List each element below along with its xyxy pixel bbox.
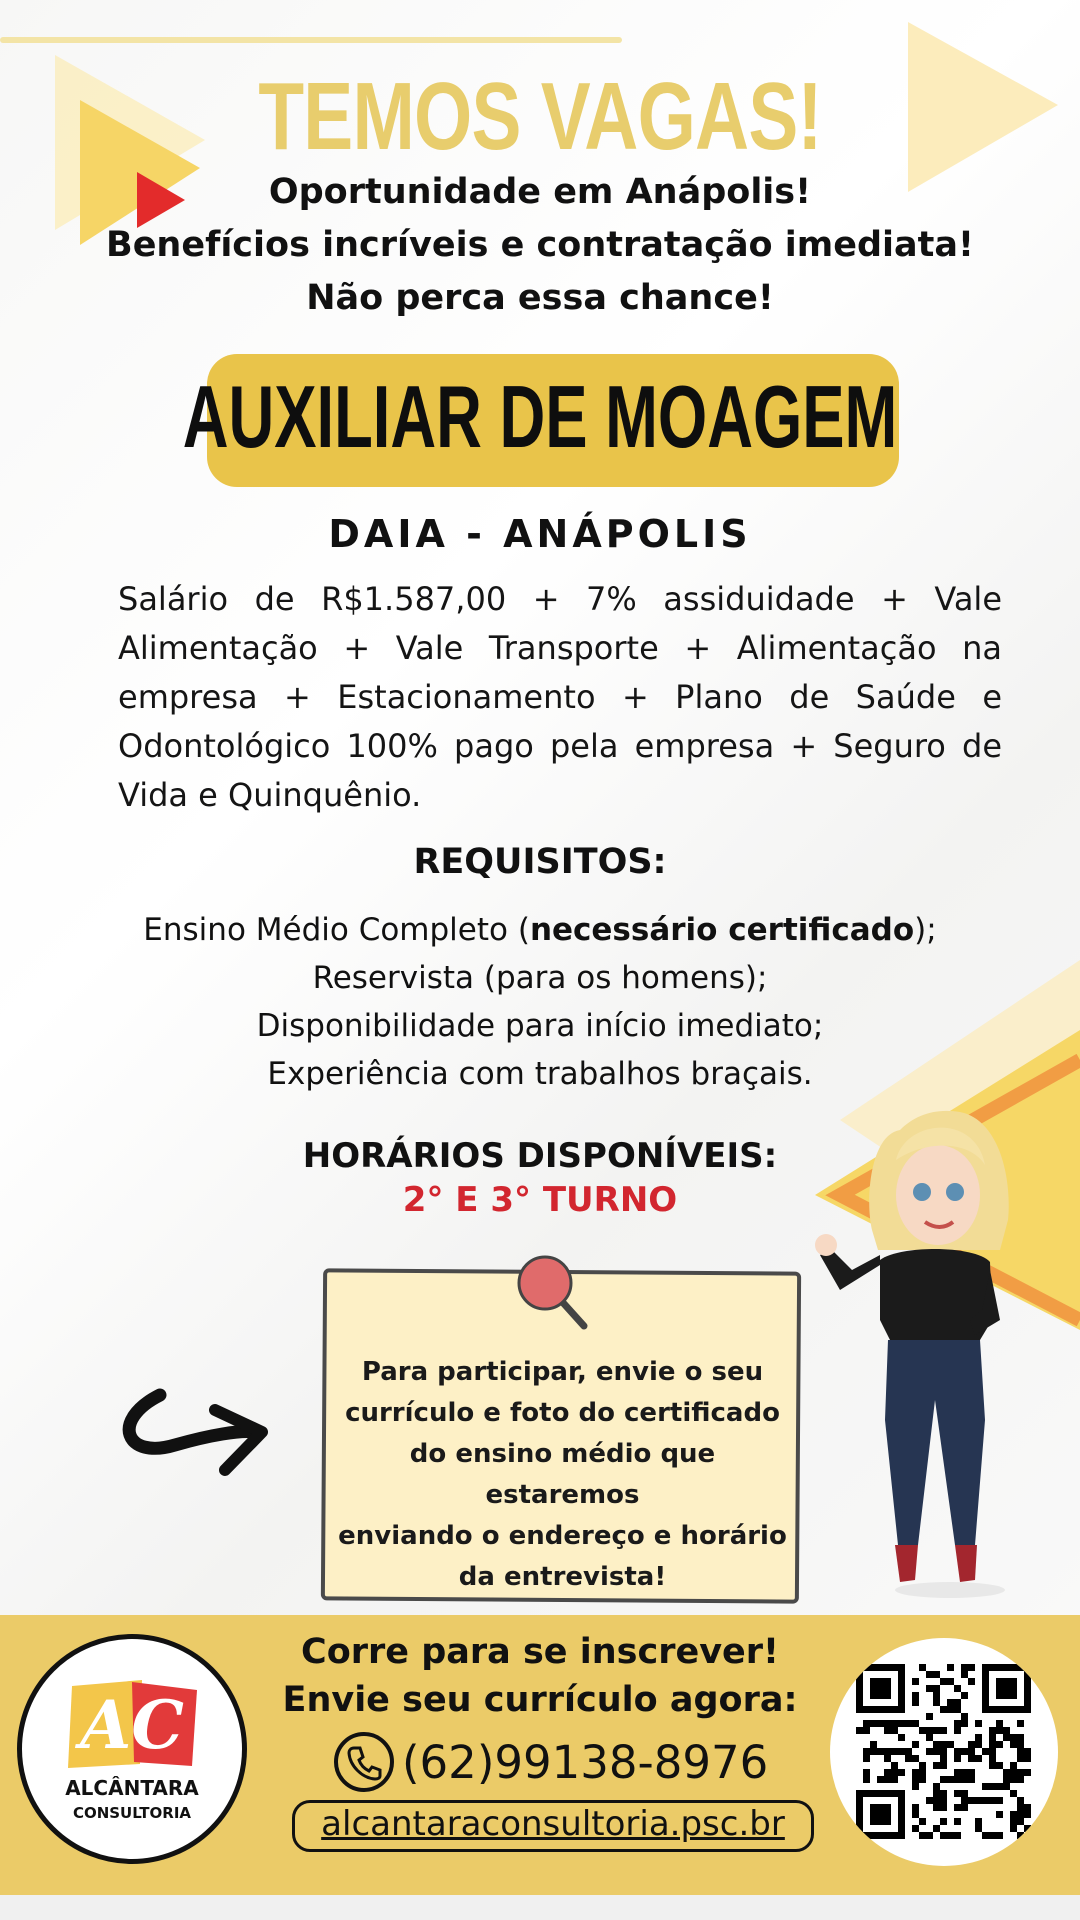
job-benefits: Salário de R$1.587,00 + 7% assiduidade + Vale Alimentação + Vale Transporte + Alimentação na empresa + Estacionamento + Plano de Saúde e Odontológico 100% pago pela empresa + Seguro de Vida e Quinquênio. bbox=[118, 580, 1002, 814]
qr-code-pattern bbox=[830, 1638, 1058, 1866]
hours-title: HORÁRIOS DISPONÍVEIS: bbox=[302, 1136, 778, 1176]
requirement-item: Ensino Médio Completo (necessário certificado); bbox=[143, 912, 937, 948]
cta-line-2: Envie seu currículo agora: bbox=[282, 1680, 798, 1720]
requirement-item: Experiência com trabalhos braçais. bbox=[267, 1056, 813, 1092]
cta-line-1: Corre para se inscrever! bbox=[301, 1632, 779, 1672]
footer-bottom-strip bbox=[0, 1895, 1080, 1920]
requirement-item: Reservista (para os homens); bbox=[312, 960, 768, 996]
logo-subtitle: CONSULTORIA bbox=[72, 1804, 192, 1822]
phone-number[interactable]: (62)99138-8976 bbox=[402, 1736, 769, 1789]
subtitle-line-2: Benefícios incríveis e contratação imediata! bbox=[106, 225, 974, 265]
requirement-item: Disponibilidade para início imediato; bbox=[256, 1008, 824, 1044]
instruction-text: Para participar, envie o seu currículo e foto do certificado do ensino médio que estaremos enviando o endereço e horário da entrevista! bbox=[338, 1357, 787, 1592]
logo-name: ALCÂNTARA bbox=[65, 1776, 199, 1800]
job-title: AUXILIAR DE MOAGEM bbox=[182, 367, 898, 466]
subtitle-line-3: Não perca essa chance! bbox=[306, 278, 774, 318]
pin-icon bbox=[510, 1248, 600, 1338]
qr-code[interactable] bbox=[830, 1638, 1058, 1866]
logo-puzzle-icon bbox=[62, 1676, 202, 1776]
requirements-list bbox=[0, 906, 1080, 1098]
requirements-title: REQUISITOS: bbox=[413, 842, 667, 882]
phone-icon bbox=[334, 1732, 394, 1792]
svg-text:AC: AC bbox=[80, 1686, 184, 1764]
page-title: TEMOS VAGAS! bbox=[258, 63, 822, 170]
subtitle-line-1: Oportunidade em Anápolis! bbox=[268, 172, 812, 212]
arrow-icon bbox=[129, 1395, 262, 1470]
website-link[interactable]: alcantaraconsultoria.psc.br bbox=[321, 1804, 785, 1844]
job-location: DAIA - ANÁPOLIS bbox=[328, 512, 752, 556]
shift-label: 2° E 3° TURNO bbox=[402, 1180, 678, 1220]
